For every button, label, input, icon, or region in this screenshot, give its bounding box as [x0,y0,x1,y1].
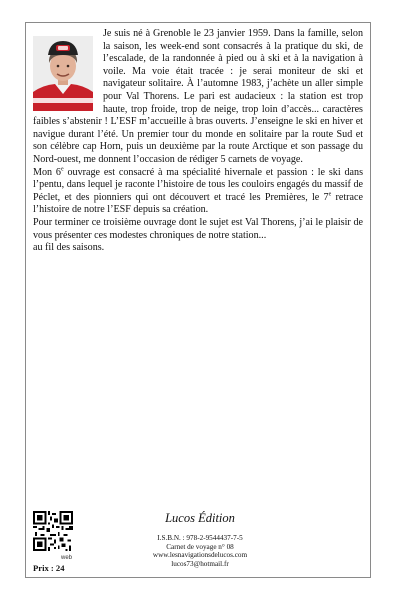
bio-paragraph-1: Je suis né à Grenoble le 23 janvier 1959. Dans la famille, selon la saison, les week-end sont consacrés à la pratique du ski, de l’escalade, de la randonnée à pied ou à ski et à la navigation à voile. Ma voie était tracée : je serai moniteur de ski et navigateur solitaire. À l’automne 1983, j’achète un aller simple pour Val Thorens. Le pari est audacieux : la station est trop haute, trop froide, trop de neige, trop loin d’accès... caractères faibles s’abstenir ! L’ESF m’accueille à bras ouverts. J’enseigne le ski en hiver et navigue durant l’été. Un premier tour du monde en solitaire par la route Sud et son célèbre cap Horn, puis un deuxième par la route Arctique et son passage du Nord-ouest, me donnent l’occasion de rédiger 5 carnets de voyage. [33,28,363,165]
bio-paragraph-2-part-1: Mon 6 [33,166,61,178]
price-label: Prix : 24 [33,563,65,573]
author-photo [33,36,93,111]
colophon [120,534,280,568]
publisher-name: Lucos Édition [165,511,235,525]
website-link[interactable]: www.lesnavigationsdelucos.com [152,551,248,560]
qr-code [33,511,73,551]
email-link[interactable]: lucos73@hotmail.fr [171,559,229,568]
bio-paragraph-2-part-3: retrace l’histoire de notre l’ESF depuis sa création. [33,191,363,216]
ordinal-suffix-1: e [60,166,64,173]
series-number: Carnet de voyage n° 08 [166,542,234,551]
author-bio [33,28,363,255]
bio-paragraph-2-part-2: ouvrage est consacré à ma spécialité hivernale et passion : le ski dans l’pentu, dans lequel je raconte l’histoire de tous les couloirs engagés du massif de Péclet, et des pionniers qui ont découvert et tracé les Premières, le 7 [33,166,364,203]
ordinal-suffix-2: e [328,191,332,198]
qr-caption: web [61,555,73,561]
isbn: I.S.B.N. : 978-2-9544437-7-5 [157,534,243,542]
bio-paragraph-3: Pour terminer ce troisième ouvrage dont le sujet est Val Thorens, j’ai le plaisir de vous présenter ces modestes chroniques de notre station... [33,216,363,241]
bio-closing-line: au fil des saisons. [33,242,105,254]
